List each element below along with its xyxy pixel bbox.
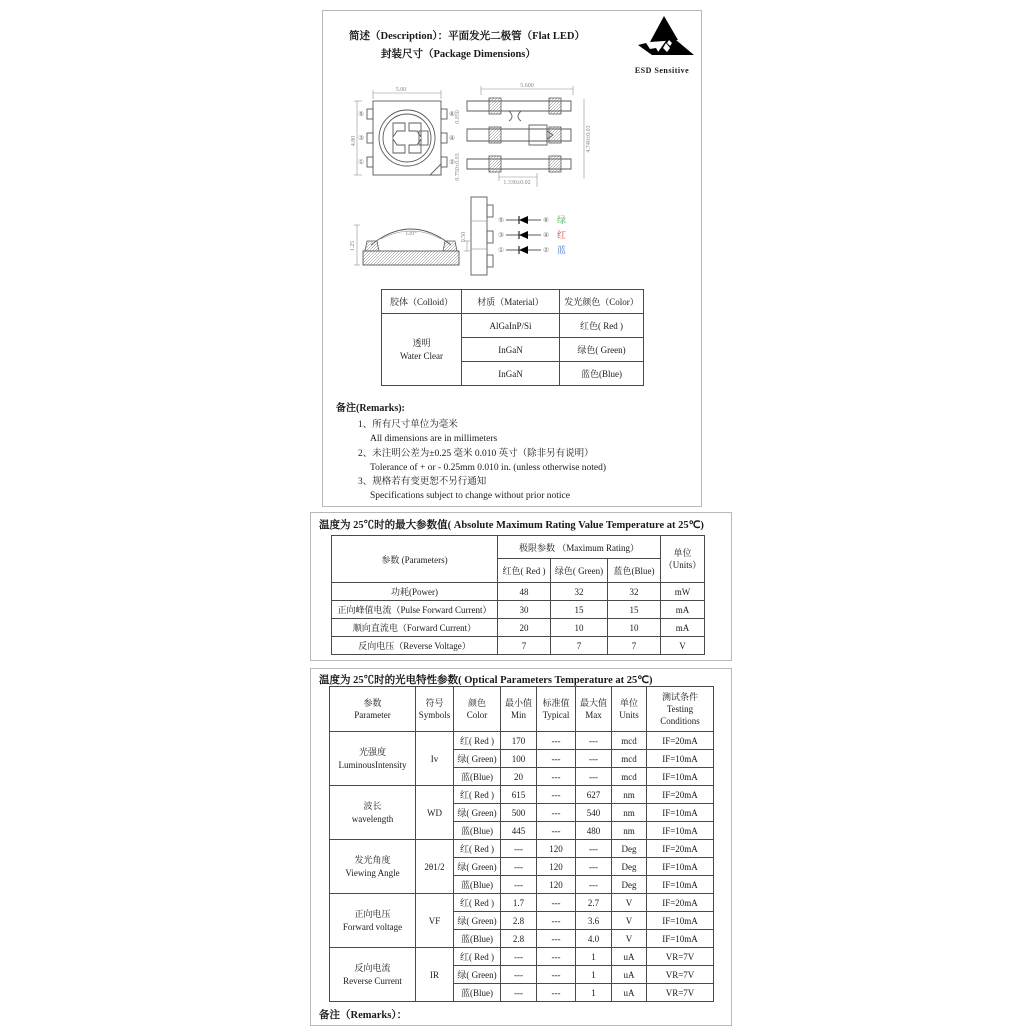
table-row [330,732,714,750]
color-cell: 红( Red ) [454,840,501,858]
param-cell: 正向电压 Forward voltage [330,894,416,948]
esd-label: ESD Sensitive [634,66,690,75]
symbol-cell: IR [416,948,454,1002]
cond-cell: IF=20mA [647,894,714,912]
cond-cell: IF=10mA [647,912,714,930]
typ-cell: 120 [537,876,576,894]
max-rating-title: 温度为 25℃时的最大参数值( Absolute Maximum Rating Value Temperature at 25℃) [319,520,704,531]
min-cell: 20 [501,768,537,786]
cond-cell: VR=7V [647,948,714,966]
pin-number: ④ [449,135,455,142]
unit-cell: Deg [612,876,647,894]
color-cell: 绿( Green) [454,912,501,930]
package-top-view-drawing [349,85,455,187]
symbol-cell: VF [416,894,454,948]
unit-cell: V [612,894,647,912]
unit-value: mW [661,583,705,601]
color-header: 发光颜色（Color） [560,290,644,314]
colloid-en: Water Clear [399,350,443,361]
frame-bottom-dim: 1.330±0.02 [503,180,531,186]
cond-cell: IF=10mA [647,822,714,840]
min-cell: 170 [501,732,537,750]
red-value: 48 [498,583,551,601]
unit-value: V [661,637,705,655]
min-cell: --- [501,966,537,984]
green-column-header: 绿色( Green) [551,559,608,583]
max-cell: --- [576,732,612,750]
max-cell: 540 [576,804,612,822]
remark-en: Tolerance of + or - 0.25mm 0.010 in. (unless otherwise noted) [370,462,607,473]
param-cell: 正向峰值电流（Pulse Forward Current） [332,601,498,619]
cond-cell: IF=20mA [647,732,714,750]
max-cell: 4.0 [576,930,612,948]
typical-header: 标准值 Typical [537,687,576,732]
units-cn: 单位 [673,547,692,558]
color-cell: 绿( Green) [454,750,501,768]
param-cell: 波长 wavelength [330,786,416,840]
table-row [332,601,705,619]
esd-sensitive-logo [626,15,698,75]
color-cell: 绿( Green) [454,804,501,822]
table-row [332,619,705,637]
color-cell: 红( Red ) [454,894,501,912]
min-header: 最小值 Min [501,687,537,732]
color-cell: 绿( Green) [454,858,501,876]
pin-number: ③ [358,135,364,142]
max-cell: --- [576,768,612,786]
max-header: 最大值 Max [576,687,612,732]
max-cell: 480 [576,822,612,840]
footer-remarks-title: 备注（Remarks）： [319,1010,408,1021]
pin-number: ⑥ [449,111,455,118]
min-cell: 445 [501,822,537,840]
color-cell: 蓝(Blue) [454,876,501,894]
red-value: 20 [498,619,551,637]
sideview-height-dim: 1.25 [350,240,356,252]
remark-en: Specifications subject to change without prior notice [370,491,570,502]
unit-cell: nm [612,822,647,840]
color-cell: 蓝(Blue) [454,768,501,786]
min-cell: --- [501,984,537,1002]
typ-cell: 120 [537,840,576,858]
sideview-lens-dim: 0.50 [461,231,467,243]
green-value: 32 [551,583,608,601]
internal-circuit-diagram [495,209,569,263]
unit-cell: V [612,912,647,930]
unit-cell: V [612,930,647,948]
remarks-block [336,401,686,504]
min-cell: 1.7 [501,894,537,912]
frame-height-dim: 4.740±0.03 [586,125,592,153]
min-cell: --- [501,858,537,876]
led-color-label-red: 红 [557,230,567,240]
unit-cell: uA [612,984,647,1002]
pin-number: ④ [543,232,549,239]
typ-cell: --- [537,768,576,786]
unit-cell: Deg [612,840,647,858]
led-color-label-blue: 蓝 [557,245,567,255]
unit-cell: mcd [612,750,647,768]
unit-value: mA [661,619,705,637]
typ-cell: --- [537,966,576,984]
max-cell: 1 [576,948,612,966]
color-cell: 红色( Red ) [560,314,644,338]
blue-column-header: 蓝色(Blue) [608,559,661,583]
cond-cell: IF=10mA [647,858,714,876]
lead-frame-drawing [451,81,597,195]
table-row [330,894,714,912]
circuit-row-green [498,215,566,225]
remark-cn: 2、未注明公差为±0.25 毫米 0.010 英寸（除非另有说明） [358,448,594,459]
topview-width-dim: 5.00 [395,87,407,93]
circuit-row-blue [498,244,566,255]
remark-cn: 1、所有尺寸单位为毫米 [358,420,458,430]
param-cell: 反向电流 Reverse Current [330,948,416,1002]
color-cell: 蓝(Blue) [454,822,501,840]
table-row [330,786,714,804]
parameters-header: 参数 (Parameters) [332,536,498,583]
colloid-cn: 透明 [412,338,431,349]
unit-cell: nm [612,804,647,822]
param-header: 参数 Parameter [330,687,416,732]
red-value: 7 [498,637,551,655]
section-max-ratings [310,512,732,661]
led-color-label-green: 绿 [557,215,567,225]
max-cell: 2.7 [576,894,612,912]
unit-value: mA [661,601,705,619]
param-cell: 光强度 LuminousIntensity [330,732,416,786]
max-cell: 627 [576,786,612,804]
colloid-header: 胶体（Colloid） [382,290,462,314]
color-cell: 红( Red ) [454,786,501,804]
remarks-title: 备注(Remarks): [336,403,405,414]
pin-number: ② [543,247,549,254]
sideview-angle-dim: 120° [405,231,417,237]
min-cell: 2.8 [501,912,537,930]
min-cell: --- [501,840,537,858]
unit-cell: Deg [612,858,647,876]
section-optical-parameters [310,668,732,1026]
cond-cell: VR=7V [647,984,714,1002]
cond-cell: IF=10mA [647,930,714,948]
units-header [661,536,705,583]
unit-cell: uA [612,948,647,966]
min-cell: 615 [501,786,537,804]
frame-lefttop-dim: 0.050 [455,110,461,124]
material-cell: AlGaInP/Si [462,314,560,338]
green-value: 15 [551,601,608,619]
min-cell: 500 [501,804,537,822]
param-cell: 功耗(Power) [332,583,498,601]
param-cell: 反向电压（Reverse Voltage） [332,637,498,655]
optical-parameters-table [329,686,714,1002]
color-cell: 蓝(Blue) [454,930,501,948]
cond-cell: IF=20mA [647,786,714,804]
typ-cell: 120 [537,858,576,876]
blue-value: 7 [608,637,661,655]
cond-cell: IF=10mA [647,804,714,822]
cond-cell: VR=7V [647,966,714,984]
symbol-cell: Iv [416,732,454,786]
pin-number: ② [449,159,455,166]
material-cell: InGaN [462,338,560,362]
color-header: 颜色 Color [454,687,501,732]
pin-number: ③ [498,232,504,239]
typ-cell: --- [537,750,576,768]
testing-conditions-header: 测试条件 Testing Conditions [647,687,714,732]
units-en: （Units） [663,560,702,570]
typ-cell: --- [537,984,576,1002]
optical-title: 温度为 25℃时的光电特性参数( Optical Parameters Temperature at 25℃) [319,675,653,686]
pin-number: ① [498,247,504,254]
cond-cell: IF=10mA [647,876,714,894]
green-value: 7 [551,637,608,655]
min-cell: --- [501,876,537,894]
symbol-header: 符号 Symbols [416,687,454,732]
table-row [330,840,714,858]
frame-width-dim: 5.600 [520,83,534,89]
esd-triangle-icon [626,15,698,61]
min-cell: 100 [501,750,537,768]
color-cell: 蓝(Blue) [454,984,501,1002]
min-cell: --- [501,948,537,966]
typ-cell: --- [537,804,576,822]
max-cell: --- [576,876,612,894]
param-cell: 顺向直流电（Forward Current） [332,619,498,637]
table-row [330,948,714,966]
max-cell: 1 [576,966,612,984]
table-row [332,583,705,601]
green-value: 10 [551,619,608,637]
blue-value: 15 [608,601,661,619]
pin-number: ⑤ [358,111,364,118]
pin-number: ⑤ [498,217,504,224]
color-cell: 蓝色(Blue) [560,362,644,386]
max-cell: --- [576,858,612,876]
max-cell: 1 [576,984,612,1002]
color-cell: 绿色( Green) [560,338,644,362]
description-title: 简述（Description）：平面发光二极管（Flat LED） [349,31,585,42]
max-cell: 3.6 [576,912,612,930]
unit-cell: nm [612,786,647,804]
cond-cell: IF=20mA [647,840,714,858]
color-cell: 绿( Green) [454,966,501,984]
package-dimensions-title: 封装尺寸（Package Dimensions） [381,49,536,60]
cond-cell: IF=10mA [647,768,714,786]
frame-leftbottom-dim: 0.750±0.03 [455,153,461,181]
min-cell: 2.8 [501,930,537,948]
pin-number: ① [358,159,364,166]
typ-cell: --- [537,894,576,912]
typ-cell: --- [537,912,576,930]
colloid-material-color-table [381,289,644,386]
param-cell: 发光角度 Viewing Angle [330,840,416,894]
typ-cell: --- [537,948,576,966]
pin-number: ⑥ [543,217,549,224]
red-value: 30 [498,601,551,619]
maximum-rating-header: 极限参数 （Maximum Rating） [498,536,661,559]
typ-cell: --- [537,930,576,948]
unit-cell: mcd [612,768,647,786]
color-cell: 红( Red ) [454,948,501,966]
typ-cell: --- [537,732,576,750]
unit-cell: uA [612,966,647,984]
remark-cn: 3、规格若有变更恕不另行通知 [358,477,487,487]
blue-value: 10 [608,619,661,637]
symbol-cell: 2θ1/2 [416,840,454,894]
symbol-cell: WD [416,786,454,840]
typ-cell: --- [537,822,576,840]
material-cell: InGaN [462,362,560,386]
remark-en: All dimensions are in millimeters [370,434,498,445]
topview-height-dim: 4.80 [351,135,357,147]
package-side-view-drawing [349,199,477,273]
unit-cell: mcd [612,732,647,750]
cond-cell: IF=10mA [647,750,714,768]
blue-value: 32 [608,583,661,601]
circuit-row-red [498,229,566,240]
max-cell: --- [576,750,612,768]
red-column-header: 红色( Red ) [498,559,551,583]
package-edge-view-drawing [463,193,497,279]
colloid-value [382,314,462,386]
max-rating-table [331,535,705,655]
max-cell: --- [576,840,612,858]
material-header: 材质（Material） [462,290,560,314]
table-row [332,637,705,655]
units-header: 单位 Units [612,687,647,732]
section-package-dimensions [322,10,702,507]
color-cell: 红( Red ) [454,732,501,750]
typ-cell: --- [537,786,576,804]
